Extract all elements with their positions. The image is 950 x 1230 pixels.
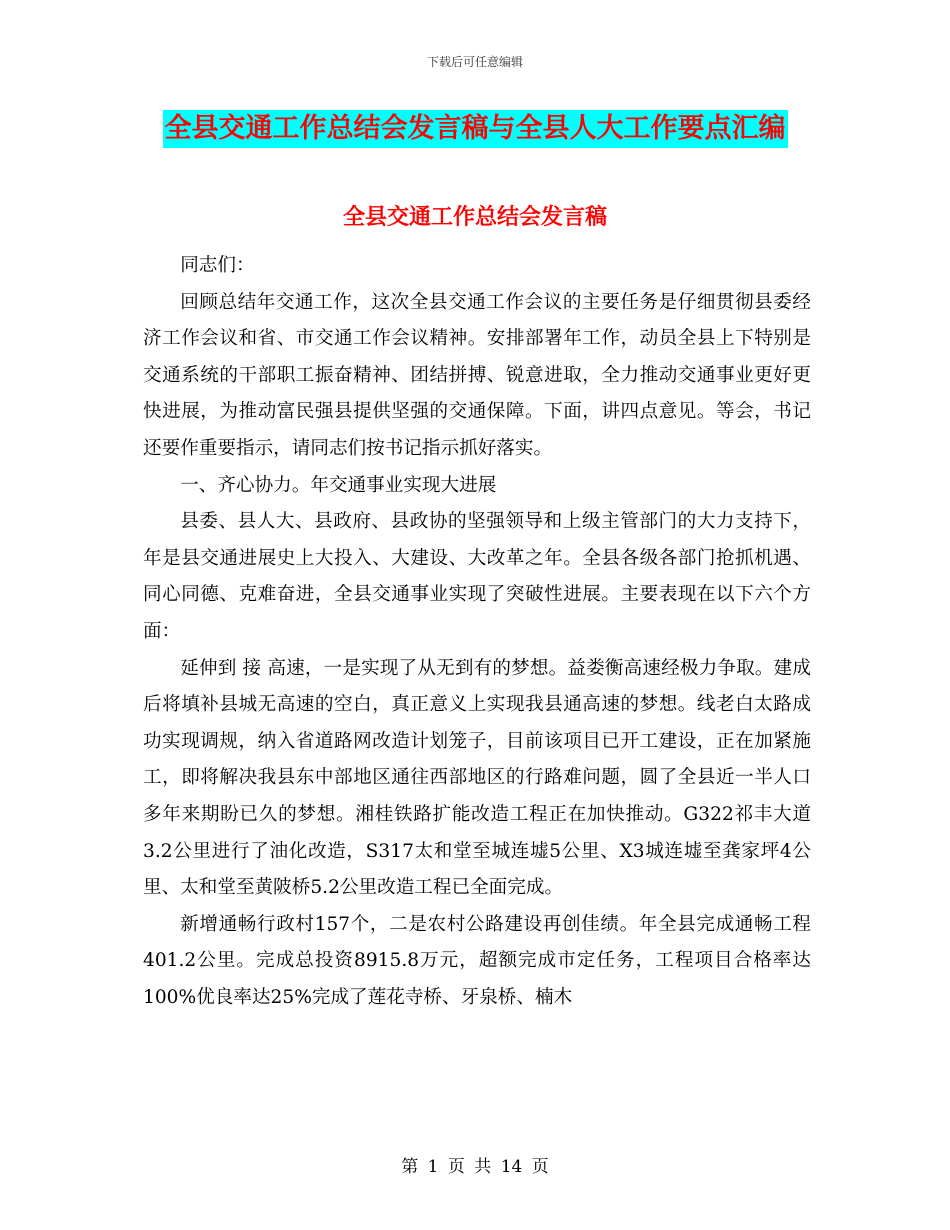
page-header-note: 下载后可任意编辑 — [426, 55, 523, 69]
section-title: 全县交通工作总结会发言稿 — [342, 204, 607, 230]
paragraph-intro: 回顾总结年交通工作，这次全县交通工作会议的主要任务是仔细贯彻县委经济工作会议和省、市交通工作会议精神。安排部署年工作，动员全县上下特别是交通系统的干部职工振奋精神、团结拼搏、锐意进取，全力推动交通事业更好更快进展，为推动富民强县提供坚强的交通保障。下面，讲四点意见。等会，书记还要作重要指示，请同志们按书记指示抓好落实。 — [143, 291, 811, 459]
paragraph-body-1: 县委、县人大、县政府、县政协的坚强领导和上级主管部门的大力支持下，年是县交通进展史上大投入、大建设、大改革之年。全县各级各部门抢抓机遇、同心同德、克难奋进，全县交通事业实现了突破性进展。主要表现在以下六个方面： — [143, 511, 811, 642]
main-title-container — [0, 110, 950, 148]
main-title: 全县交通工作总结会发言稿与全县人大工作要点汇编 — [163, 110, 788, 148]
paragraph-salutation: 同志们： — [180, 255, 255, 276]
page-number-footer: 第 1 页 共 14 页 — [401, 1157, 549, 1177]
paragraph-body-2: 延伸到 接 高速，一是实现了从无到有的梦想。益娄衡高速经极力争取。建成后将填补县城无高速的空白，真正意义上实现我县通高速的梦想。线老白太路成功实现调规，纳入省道路网改造计划笼子，目前该项目已开工建设，正在加紧施工，即将解决我县东中部地区通往西部地区的行路难问题，圆了全县近一半人口多年来期盼已久的梦想。湘桂铁路扩能改造工程正在加快推动。G322祁丰大道3.2公里进行了油化改造，S317太和堂至城连墟5公里、X3城连墟至龚家坪4公里、太和堂至黄陂桥5.2公里改造工程已全面完成。 — [143, 657, 811, 899]
paragraph-heading-1: 一、齐心协力。年交通事业实现大进展 — [180, 474, 497, 496]
paragraph-body-3: 新增通畅行政村157个，二是农村公路建设再创佳绩。年全县完成通畅工程401.2公里。完成总投资8915.8万元，超额完成市定任务，工程项目合格率达100%优良率达25%完成了莲花寺桥、牙泉桥、楠木 — [143, 913, 811, 1008]
document-body — [143, 248, 811, 1016]
